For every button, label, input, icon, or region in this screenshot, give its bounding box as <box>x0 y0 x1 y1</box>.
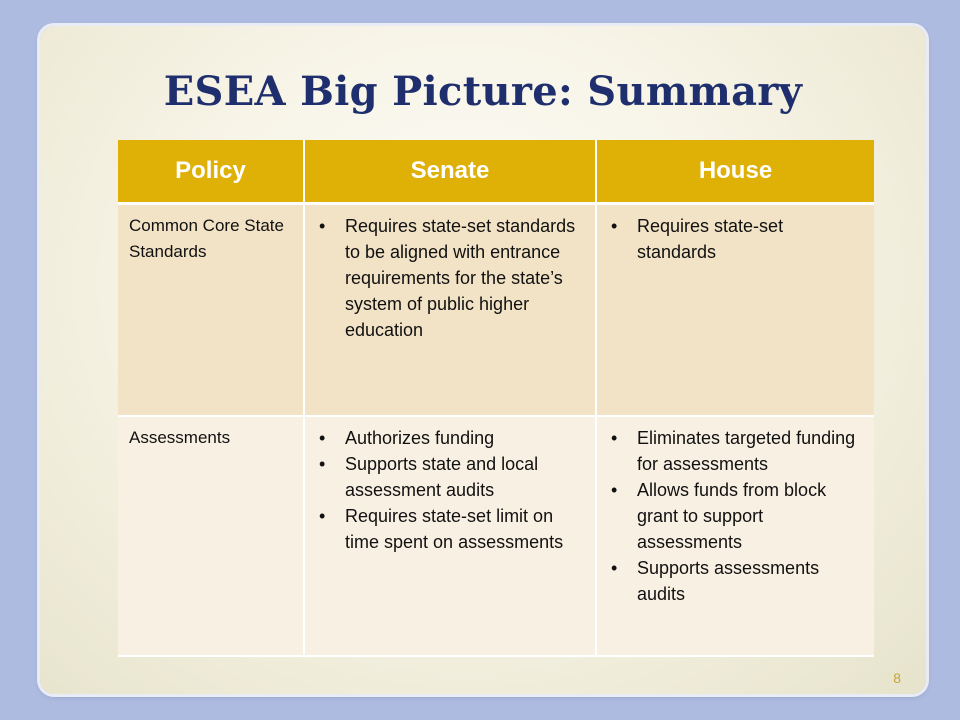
house-cell <box>596 416 874 656</box>
bullet-text: Requires state-set standards to be aligned with entrance requirements for the state’s system of public higher education <box>345 216 576 340</box>
bullet-icon: • <box>611 480 618 500</box>
bullet-text: Supports state and local assessment audits <box>345 454 539 500</box>
list-item <box>609 555 868 607</box>
bullet-icon: • <box>611 558 618 578</box>
senate-bullet-list <box>317 425 589 555</box>
policy-cell: Assessments <box>118 416 304 656</box>
bullet-icon: • <box>319 216 326 236</box>
senate-bullet-list <box>317 213 589 343</box>
house-bullet-list <box>609 425 868 607</box>
bullet-text: Requires state-set limit on time spent on assessments <box>345 506 564 552</box>
house-bullet-list <box>609 213 868 265</box>
bullet-icon: • <box>319 506 326 526</box>
bullet-text: Allows funds from block grant to support assessments <box>637 480 827 552</box>
bullet-text: Requires state-set standards <box>637 216 784 262</box>
senate-cell <box>304 204 596 417</box>
header-house: House <box>596 140 874 204</box>
page-number: 8 <box>893 670 901 686</box>
bullet-icon: • <box>611 428 618 448</box>
header-senate: Senate <box>304 140 596 204</box>
header-policy: Policy <box>118 140 304 204</box>
list-item <box>609 477 868 555</box>
bullet-text: Supports assessments audits <box>637 558 820 604</box>
slide-title: ESEA Big Picture: Summary <box>163 68 803 115</box>
house-cell <box>596 204 874 417</box>
list-item <box>317 213 589 343</box>
senate-cell <box>304 416 596 656</box>
list-item <box>609 425 868 477</box>
slide <box>40 26 926 694</box>
summary-table <box>118 140 874 657</box>
bullet-icon: • <box>611 216 618 236</box>
list-item <box>317 451 589 503</box>
table-row <box>118 204 874 417</box>
table-row <box>118 416 874 656</box>
policy-cell: Common Core State Standards <box>118 204 304 417</box>
bullet-text: Authorizes funding <box>345 428 495 448</box>
list-item <box>609 213 868 265</box>
bullet-icon: • <box>319 454 326 474</box>
list-item <box>317 425 589 451</box>
bullet-text: Eliminates targeted funding for assessments <box>637 428 856 474</box>
bullet-icon: • <box>319 428 326 448</box>
table-header-row <box>118 140 874 204</box>
list-item <box>317 503 589 555</box>
